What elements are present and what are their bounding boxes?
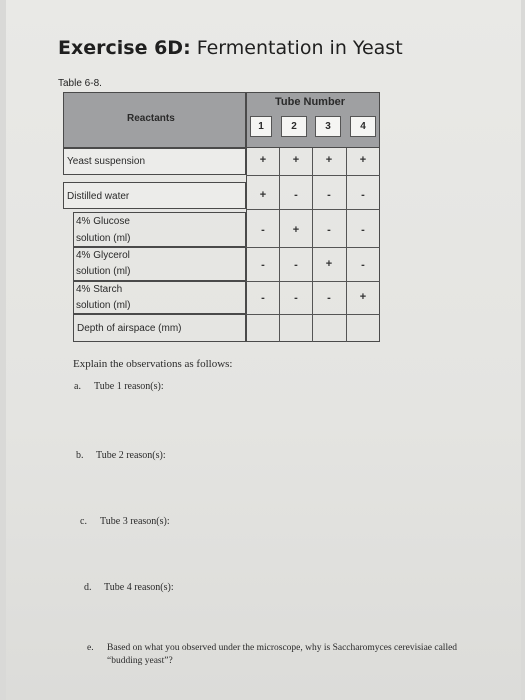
question-text: Tube 4 reason(s): — [104, 582, 174, 593]
question-text: Tube 1 reason(s): — [94, 381, 164, 392]
question-e-continued: “budding yeast”? — [107, 656, 173, 666]
row-divider — [246, 209, 380, 210]
question-letter: b. — [76, 450, 84, 461]
question-text: Tube 3 reason(s): — [100, 516, 170, 527]
row-label: Depth of airspace (mm) — [77, 323, 182, 334]
title-exercise-number: Exercise 6D: — [58, 37, 191, 59]
table-label: Table 6-8. — [58, 78, 102, 89]
mark-water-tube-1: + — [259, 189, 267, 201]
mark-glucose-tube-2: + — [292, 224, 300, 236]
tube-columns-grid — [246, 148, 380, 342]
column-divider — [279, 148, 280, 342]
mark-yeast-tube-4: + — [359, 154, 367, 166]
worksheet-page — [6, 0, 521, 700]
column-divider — [346, 148, 347, 342]
row-label: 4% Starch — [76, 284, 123, 295]
question-letter: a. — [74, 381, 81, 392]
mark-starch-tube-4: + — [359, 291, 367, 303]
question-letter: c. — [80, 516, 87, 527]
mark-water-tube-2: - — [294, 189, 298, 201]
question-letter: d. — [84, 582, 92, 593]
question-letter: e. — [87, 643, 94, 653]
page-title — [58, 37, 403, 59]
reactants-header: Reactants — [127, 113, 175, 124]
row-divider — [246, 247, 380, 248]
mark-glucose-tube-1: - — [261, 224, 265, 236]
mark-starch-tube-2: - — [294, 292, 298, 304]
mark-starch-tube-3: - — [327, 292, 331, 304]
mark-glucose-tube-3: - — [327, 224, 331, 236]
tube-2-number: 2 — [281, 116, 307, 137]
row-divider — [246, 175, 380, 176]
mark-yeast-tube-2: + — [292, 154, 300, 166]
question-d — [84, 582, 174, 593]
mark-yeast-tube-1: + — [259, 154, 267, 166]
mark-starch-tube-1: - — [261, 292, 265, 304]
row-label: 4% Glycerol — [76, 250, 130, 261]
question-b — [76, 450, 166, 461]
question-e — [87, 643, 457, 653]
questions-intro: Explain the observations as follows: — [73, 358, 233, 370]
mark-glucose-tube-4: - — [361, 224, 365, 236]
tube-4-number: 4 — [350, 116, 376, 137]
tube-1-number: 1 — [250, 116, 272, 137]
mark-glycerol-tube-1: - — [261, 259, 265, 271]
question-c — [80, 516, 170, 527]
row-label: 4% Glucose — [76, 216, 130, 227]
mark-glycerol-tube-4: - — [361, 259, 365, 271]
mark-yeast-tube-3: + — [325, 154, 333, 166]
mark-water-tube-4: - — [361, 189, 365, 201]
mark-glycerol-tube-3: + — [325, 258, 333, 270]
column-divider — [312, 148, 313, 342]
tube-3-number: 3 — [315, 116, 341, 137]
mark-glycerol-tube-2: - — [294, 259, 298, 271]
row-label: solution (ml) — [76, 233, 131, 244]
mark-water-tube-3: - — [327, 189, 331, 201]
row-divider — [246, 314, 380, 315]
row-label: solution (ml) — [76, 266, 131, 277]
title-text: Fermentation in Yeast — [190, 37, 403, 59]
row-label: solution (ml) — [76, 300, 131, 311]
row-label: Distilled water — [67, 191, 130, 202]
row-divider — [246, 281, 380, 282]
question-text: Tube 2 reason(s): — [96, 450, 166, 461]
row-label: Yeast suspension — [67, 156, 146, 167]
tube-number-header: Tube Number — [275, 96, 346, 108]
question-text: Based on what you observed under the microscope, why is Saccharomyces cerevisiae called — [107, 643, 458, 653]
question-a — [74, 381, 164, 392]
